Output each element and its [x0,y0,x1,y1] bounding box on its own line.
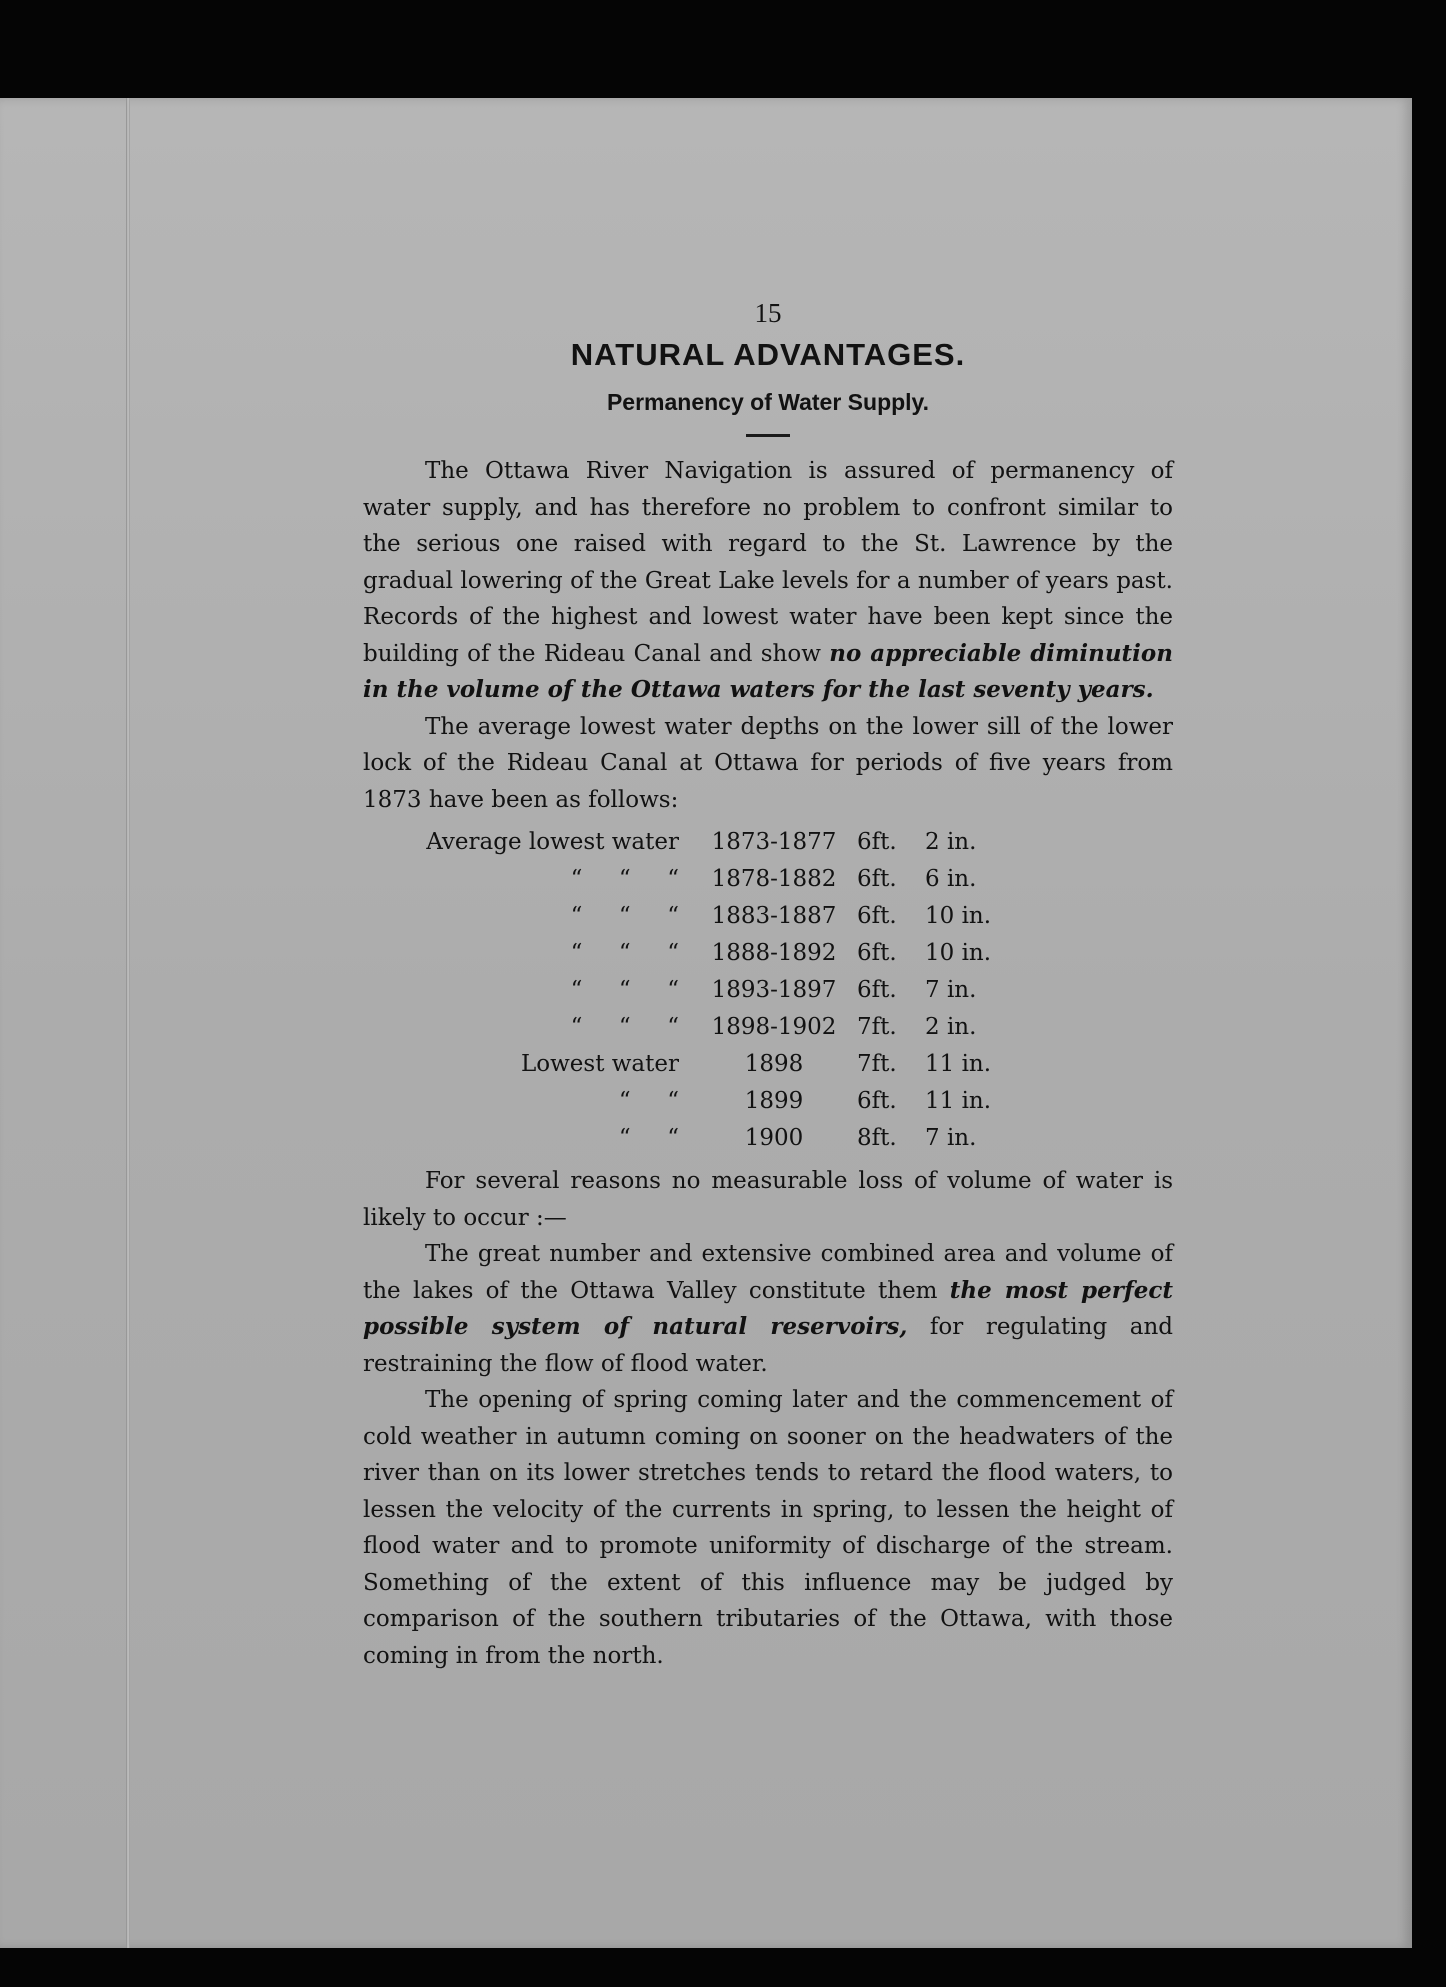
row-label: Lowest water [520,1051,679,1077]
paragraph-text: The great number and extensive combined area and volume of the lakes of the Ottawa Valley constitute them [363,1241,1173,1304]
row-feet: 6ft. [857,1088,897,1114]
table-row [363,1009,995,1046]
row-inches: 7 in. [925,1125,977,1151]
row-label: “ “ “ [570,866,679,892]
paragraph-text: for regulating and restraining the flow of flood water. [363,1314,1173,1377]
row-period: 1888-1892 [711,940,837,966]
page-content [363,298,1173,1674]
paragraph-average-depths: The average lowest water depths on the lower sill of the lower lock of the Rideau Canal at Ottawa for periods of five years from 1873 have been as follows: [363,713,1173,813]
page-fold-shadow [126,98,130,1948]
row-feet: 8ft. [857,1125,897,1151]
table-row [363,1120,995,1157]
row-feet: 7ft. [857,1014,897,1040]
paragraph-spring-opening: The opening of spring coming later and the commencement of cold weather in autumn coming on sooner on the headwaters of the river than on its lower stretches tends to retard the flood waters, to lessen the velocity of the currents in spring, to lessen the height of flood water and to promote uniformity of discharge of the stream. Something of the extent of this influence may be judged by comparison of the southern tributaries of the Ottawa, with those coming in from the north. [363,1387,1173,1669]
row-inches: 7 in. [925,977,977,1003]
page-number: 15 [754,298,782,328]
row-inches: 10 in. [925,903,992,929]
row-label: “ “ “ [570,940,679,966]
row-period: 1898-1902 [711,1014,837,1040]
paragraph-text: The Ottawa River Navigation is assured of permanency of water supply, and has therefore no problem to confront similar to the serious one raised with regard to the St. Lawrence by the gradual lowering of the Great Lake levels for a number of years past. Records of the highest and lowest water have been kept since the building of the Rideau Canal and show [363,458,1173,667]
row-feet: 6ft. [857,903,897,929]
section-heading: NATURAL ADVANTAGES. [570,337,966,372]
row-feet: 6ft. [857,829,897,855]
table-row [363,935,995,972]
row-feet: 6ft. [857,866,897,892]
heading-divider [746,434,790,437]
row-label: Average lowest water [426,829,679,855]
table-row [363,1046,995,1083]
paragraph-water-supply [363,453,1173,709]
water-depth-table [363,824,995,1157]
row-period: 1883-1887 [711,903,837,929]
paragraph-emphasis: no appreciable diminution in the volume of the Ottawa waters for the last seventy years. [363,639,1173,703]
row-label: “ “ [618,1088,679,1114]
row-inches: 2 in. [925,829,977,855]
row-inches: 2 in. [925,1014,977,1040]
row-inches: 11 in. [925,1088,992,1114]
row-period: 1899 [744,1088,804,1114]
row-label: “ “ “ [570,1014,679,1040]
table-row [363,861,995,898]
row-period: 1878-1882 [711,866,837,892]
section-subheading: Permanency of Water Supply. [606,389,930,415]
row-period: 1898 [744,1051,804,1077]
table-row [363,824,995,861]
row-feet: 6ft. [857,940,897,966]
paragraph-lakes-reservoirs [363,1236,1173,1382]
table-row [363,1083,995,1120]
document-page [0,98,1412,1948]
table-row [363,898,995,935]
row-inches: 6 in. [925,866,977,892]
row-label: “ “ “ [570,903,679,929]
paragraph-emphasis: the most perfect possible system of natural reservoirs, [363,1276,1173,1340]
row-label: “ “ [618,1125,679,1151]
row-inches: 11 in. [925,1051,992,1077]
table-row [363,972,995,1009]
row-feet: 7ft. [857,1051,897,1077]
paragraph-reasons: For several reasons no measurable loss of volume of water is likely to occur :— [363,1168,1173,1231]
row-period: 1900 [744,1125,804,1151]
row-period: 1873-1877 [711,829,837,855]
row-inches: 10 in. [925,940,992,966]
row-feet: 6ft. [857,977,897,1003]
row-label: “ “ “ [570,977,679,1003]
row-period: 1893-1897 [711,977,837,1003]
